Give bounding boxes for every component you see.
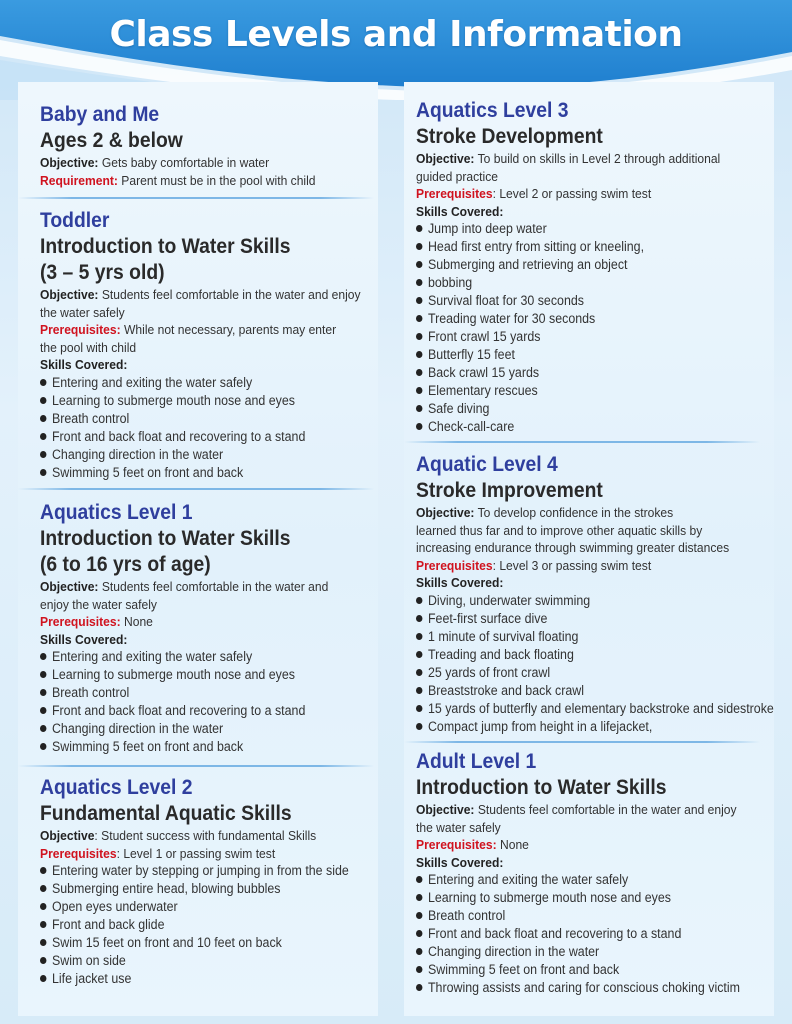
list-item: Butterfly 15 feet xyxy=(416,346,760,364)
prerequisites-line xyxy=(40,613,356,631)
skills-label: Skills Covered: xyxy=(416,575,504,590)
bullet-icon xyxy=(416,723,422,730)
section-baby-and-me xyxy=(40,102,380,189)
list-item: Learning to submerge mouth nose and eyes xyxy=(40,666,353,684)
bullet-icon xyxy=(416,351,422,358)
requirement-line xyxy=(40,172,356,190)
bullet-icon xyxy=(416,705,422,712)
prerequisites-line xyxy=(40,321,356,339)
list-item: 25 yards of front crawl xyxy=(416,664,760,682)
list-item: Treading water for 30 seconds xyxy=(416,310,760,328)
skills-list xyxy=(40,648,380,756)
bullet-icon xyxy=(40,451,46,458)
list-item: Changing direction in the water xyxy=(416,943,760,961)
bullet-icon xyxy=(416,369,422,376)
skills-label: Skills Covered: xyxy=(416,854,504,870)
objective-continued: increasing endurance through swimming greater distances xyxy=(416,540,730,555)
bullet-icon xyxy=(416,225,422,232)
bullet-icon xyxy=(40,433,46,440)
list-item: Submerging entire head, blowing bubbles xyxy=(40,880,353,898)
section-name: Aquatics Level 1 xyxy=(40,501,193,524)
bullet-icon xyxy=(416,669,422,676)
list-item: Learning to submerge mouth nose and eyes xyxy=(40,392,353,410)
list-item: Swimming 5 feet on front and back xyxy=(416,961,760,979)
section-divider xyxy=(18,488,374,490)
prerequisites-label: Prerequisites xyxy=(40,845,117,861)
section-subtitle: Ages 2 & below xyxy=(40,129,183,152)
section-age-range: (3 – 5 yrs old) xyxy=(40,261,165,284)
objective-continued: the water safely xyxy=(40,304,125,320)
list-item: Swimming 5 feet on front and back xyxy=(40,464,353,482)
bullet-icon xyxy=(416,297,422,304)
list-item: Throwing assists and caring for conscious choking victim xyxy=(416,979,760,997)
page-title: Class Levels and Information xyxy=(109,14,683,55)
list-item: Swimming 5 feet on front and back xyxy=(40,738,353,756)
list-item: Breaststroke and back crawl xyxy=(416,682,760,700)
bullet-icon xyxy=(416,912,422,919)
prerequisites-line xyxy=(40,845,356,863)
objective-line xyxy=(416,150,764,168)
skills-label: Skills Covered: xyxy=(40,631,128,647)
bullet-icon xyxy=(40,671,46,678)
objective-continued: learned thus far and to improve other aquatic skills by xyxy=(416,522,703,538)
list-item: Front and back float and recovering to a stand xyxy=(40,702,353,720)
list-item: Entering and exiting the water safely xyxy=(40,374,353,392)
objective-continued: guided practice xyxy=(416,168,498,184)
bullet-icon xyxy=(40,975,46,982)
prerequisites-label: Prerequisites: xyxy=(40,614,121,629)
skills-list xyxy=(416,871,790,997)
list-item: Front and back float and recovering to a stand xyxy=(40,428,353,446)
objective-continued: enjoy the water safely xyxy=(40,596,157,612)
list-item: Front and back glide xyxy=(40,916,353,934)
requirement-label: Requirement: xyxy=(40,172,118,188)
section-name: Baby and Me xyxy=(40,103,160,126)
section-aquatics-level-2 xyxy=(40,775,380,988)
list-item: Front crawl 15 yards xyxy=(416,328,760,346)
prerequisites-continued: the pool with child xyxy=(40,339,137,355)
section-aquatics-level-3 xyxy=(416,98,790,436)
bullet-icon xyxy=(416,405,422,412)
bullet-icon xyxy=(40,903,46,910)
prerequisites-text: None xyxy=(500,837,529,852)
section-name: Toddler xyxy=(40,209,110,232)
prerequisites-text: None xyxy=(124,614,153,629)
bullet-icon xyxy=(416,387,422,394)
section-subtitle: Stroke Development xyxy=(416,125,603,148)
skills-list xyxy=(416,592,790,736)
bullet-icon xyxy=(40,379,46,386)
section-subtitle: Introduction to Water Skills xyxy=(40,527,291,550)
prerequisites-line xyxy=(416,185,764,203)
section-aquatic-level-4 xyxy=(416,452,790,736)
objective-line xyxy=(416,504,764,522)
list-item: Entering and exiting the water safely xyxy=(416,871,760,889)
list-item: 1 minute of survival floating xyxy=(416,628,760,646)
objective-label: Objective: xyxy=(40,287,99,302)
prerequisites-line xyxy=(416,836,764,854)
section-divider xyxy=(18,765,374,767)
bullet-icon xyxy=(416,615,422,622)
list-item: Swim 15 feet on front and 10 feet on back xyxy=(40,934,353,952)
bullet-icon xyxy=(416,243,422,250)
requirement-text: Parent must be in the pool with child xyxy=(121,172,316,188)
list-item: Open eyes underwater xyxy=(40,898,353,916)
bullet-icon xyxy=(40,885,46,892)
objective-text: Students feel comfortable in the water and xyxy=(101,579,329,594)
section-name: Aquatics Level 3 xyxy=(416,99,569,122)
bullet-icon xyxy=(40,939,46,946)
objective-label: Objective: xyxy=(416,151,475,166)
bullet-icon xyxy=(40,867,46,874)
objective-line xyxy=(40,827,356,845)
prerequisites-line xyxy=(416,557,764,575)
bullet-icon xyxy=(40,707,46,714)
list-item: Jump into deep water xyxy=(416,220,760,238)
list-item: Front and back float and recovering to a stand xyxy=(416,925,760,943)
bullet-icon xyxy=(416,261,422,268)
bullet-icon xyxy=(416,633,422,640)
objective-label: Objective: xyxy=(416,505,475,520)
bullet-icon xyxy=(416,966,422,973)
list-item: Entering water by stepping or jumping in from the side xyxy=(40,862,353,880)
section-toddler xyxy=(40,208,380,482)
bullet-icon xyxy=(416,423,422,430)
objective-label: Objective: xyxy=(416,802,475,817)
prerequisites-label: Prerequisites: xyxy=(40,322,121,337)
section-subtitle: Fundamental Aquatic Skills xyxy=(40,802,292,825)
section-subtitle: Introduction to Water Skills xyxy=(40,235,291,258)
list-item: Entering and exiting the water safely xyxy=(40,648,353,666)
bullet-icon xyxy=(40,469,46,476)
list-item: Back crawl 15 yards xyxy=(416,364,760,382)
list-item: Check-call-care xyxy=(416,418,760,436)
list-item: bobbing xyxy=(416,274,760,292)
section-adult-level-1 xyxy=(416,749,790,997)
list-item: Compact jump from height in a lifejacket, xyxy=(416,718,760,736)
bullet-icon xyxy=(416,651,422,658)
list-item: 15 yards of butterfly and elementary backstroke and sidestroke xyxy=(416,700,760,718)
section-divider xyxy=(18,197,374,199)
objective-text: Students feel comfortable in the water and enjoy xyxy=(101,287,361,302)
bullet-icon xyxy=(40,743,46,750)
list-item: Breath control xyxy=(40,684,353,702)
bullet-icon xyxy=(416,876,422,883)
objective-line xyxy=(40,578,356,596)
bullet-icon xyxy=(416,315,422,322)
prerequisites-label: Prerequisites xyxy=(416,186,493,201)
bullet-icon xyxy=(40,653,46,660)
bullet-icon xyxy=(416,930,422,937)
bullet-icon xyxy=(416,687,422,694)
prerequisites-label: Prerequisites: xyxy=(416,837,497,852)
bullet-icon xyxy=(416,333,422,340)
objective-text: To build on skills in Level 2 through additional xyxy=(477,151,721,166)
objective-line xyxy=(416,801,764,819)
objective-line xyxy=(40,154,356,172)
list-item: Breath control xyxy=(40,410,353,428)
prerequisites-text: : Level 3 or passing swim test xyxy=(492,557,652,573)
list-item: Submerging and retrieving an object xyxy=(416,256,760,274)
bullet-icon xyxy=(40,921,46,928)
list-item: Changing direction in the water xyxy=(40,720,353,738)
objective-label: Objective: xyxy=(40,155,99,170)
section-age-range: (6 to 16 yrs of age) xyxy=(40,553,211,576)
section-divider xyxy=(404,441,760,443)
section-subtitle: Introduction to Water Skills xyxy=(416,776,667,799)
bullet-icon xyxy=(40,689,46,696)
objective-text: Gets baby comfortable in water xyxy=(101,155,270,170)
prerequisites-label: Prerequisites xyxy=(416,557,493,573)
section-subtitle: Stroke Improvement xyxy=(416,479,603,502)
objective-label: Objective xyxy=(40,828,95,843)
prerequisites-text: : Level 1 or passing swim test xyxy=(116,845,276,861)
list-item: Treading and back floating xyxy=(416,646,760,664)
section-name: Aquatic Level 4 xyxy=(416,453,558,476)
section-name: Adult Level 1 xyxy=(416,750,537,773)
list-item: Feet-first surface dive xyxy=(416,610,760,628)
bullet-icon xyxy=(40,725,46,732)
list-item: Survival float for 30 seconds xyxy=(416,292,760,310)
list-item: Head first entry from sitting or kneeling, xyxy=(416,238,760,256)
skills-list xyxy=(416,220,790,436)
objective-continued: the water safely xyxy=(416,819,501,835)
list-item: Swim on side xyxy=(40,952,353,970)
objective-text: To develop confidence in the strokes xyxy=(477,505,674,520)
bullet-icon xyxy=(40,397,46,404)
bullet-icon xyxy=(416,984,422,991)
skills-label: Skills Covered: xyxy=(40,357,128,372)
bullet-icon xyxy=(416,597,422,604)
section-name: Aquatics Level 2 xyxy=(40,776,193,799)
bullet-icon xyxy=(40,415,46,422)
skills-list xyxy=(40,862,380,988)
list-item: Diving, underwater swimming xyxy=(416,592,760,610)
list-item: Breath control xyxy=(416,907,760,925)
list-item: Life jacket use xyxy=(40,970,353,988)
bullet-icon xyxy=(416,948,422,955)
section-aquatics-level-1 xyxy=(40,500,380,756)
objective-text: : Student success with fundamental Skills xyxy=(94,828,317,843)
list-item: Elementary rescues xyxy=(416,382,760,400)
list-item: Safe diving xyxy=(416,400,760,418)
objective-label: Objective: xyxy=(40,579,99,594)
bullet-icon xyxy=(40,957,46,964)
objective-line xyxy=(40,286,361,304)
skills-list xyxy=(40,374,380,482)
prerequisites-text: : Level 2 or passing swim test xyxy=(492,186,652,201)
bullet-icon xyxy=(416,279,422,286)
objective-text: Students feel comfortable in the water and enjoy xyxy=(477,802,737,817)
list-item: Changing direction in the water xyxy=(40,446,353,464)
list-item: Learning to submerge mouth nose and eyes xyxy=(416,889,760,907)
prerequisites-text: While not necessary, parents may enter xyxy=(124,322,337,337)
bullet-icon xyxy=(416,894,422,901)
skills-label: Skills Covered: xyxy=(416,203,504,219)
section-divider xyxy=(404,741,760,743)
